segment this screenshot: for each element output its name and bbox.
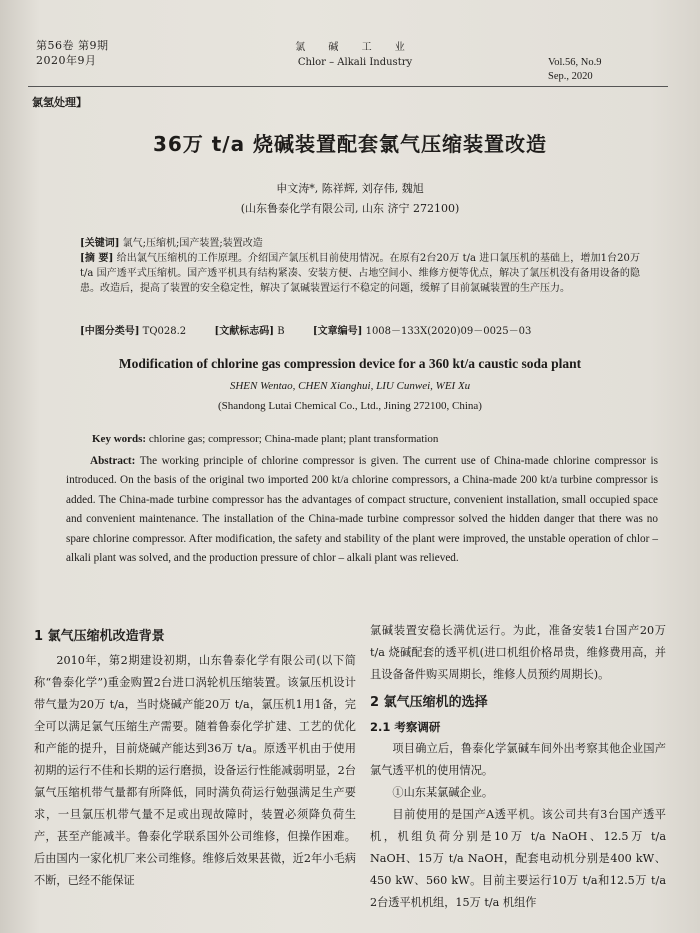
en-keywords-label: Key words: <box>92 433 147 445</box>
header-date-en: Sep., 2020 <box>548 71 593 82</box>
doc-code-label: [文献标志码] <box>214 326 274 337</box>
header-volume-issue: 第56卷 第9期 <box>36 39 109 52</box>
section-2-heading: 2 氯气压缩机的选择 <box>370 695 488 710</box>
section-2-1-paragraph-2: 目前使用的是国产A透平机。该公司共有3台国产透平机，机组负荷分别是10万 t/a NaOH、12.5万 t/a NaOH、15万 t/a NaOH，配套电动机分别是400 kW、450 kW、560 kW。目前主要运行10万 t/a和12.5万 t/a 2台透平机机组，15万 t/a 机组作 <box>370 808 666 909</box>
section-tag: 氯氢处理】 <box>32 96 87 109</box>
section-2-1-item-1: ①山东某氯碱企业。 <box>392 786 494 799</box>
cn-keywords <box>80 236 640 251</box>
body-column-right <box>370 620 666 914</box>
header-volume-issue-en: Vol.56, No.9 <box>548 57 602 68</box>
en-abstract-text: The working principle of chlorine compressor is given. The current use of China-made chlorine compressor is introduced. On the basis of the original two imported 200 kt/a chlorine compressors, a China-made 200 kt/a turbine compressor is added. The China-made turbine compressor has the advantages of compact structure, convenient installation, small occupied space and convenient maintenance. The installation of the China-made turbine compressor solved the hidden danger that there was no spare chlorine compressor. After modification, the safety and stability of the plant were improved, the unstable operation of chlor – alkali plant was solved, and the production pressure of chlor – alkali plant was relieved. <box>66 455 658 565</box>
header-volume-cn <box>36 38 109 68</box>
article-no-label: [文章编号] <box>312 326 363 337</box>
section-1-paragraph-cont: 氯碱装置安稳长满优运行。为此，准备安装1台国产20万 t/a 烧碱配套的透平机(进口机组价格昂贵，维修费用高，并且设备备件购买周期长，维修人员预约周期长)。 <box>370 624 666 681</box>
clc-label: [中图分类号] <box>80 326 140 337</box>
en-abstract-label: Abstract: <box>90 455 136 467</box>
en-abstract <box>66 452 658 568</box>
en-affiliation: (Shandong Lutai Chemical Co., Ltd., Jining 272100, China) <box>218 400 482 412</box>
cn-keywords-label: [关键词] <box>80 238 120 249</box>
doc-code-value: B <box>277 326 285 337</box>
header-journal <box>270 40 440 70</box>
journal-name-en: Chlor – Alkali Industry <box>297 57 413 68</box>
article-affiliation: (山东鲁泰化学有限公司, 山东 济宁 272100) <box>240 202 460 215</box>
article-authors: 申文涛*, 陈祥辉, 刘存伟, 魏旭 <box>276 182 424 195</box>
header-date-cn: 2020年9月 <box>36 54 97 67</box>
section-2-1-heading: 2.1 考察调研 <box>370 720 441 734</box>
en-title: Modification of chlorine gas compression device for a 360 kt/a caustic soda plant <box>118 356 582 371</box>
header-volume-en <box>548 56 601 84</box>
en-keywords-text: chlorine gas; compressor; China-made plant; plant transformation <box>148 433 439 445</box>
section-1-paragraph: 2010年，第2期建设初期，山东鲁泰化学有限公司(以下简称“鲁泰化学”)重金购置2台进口涡轮机压缩装置。该氯压机设计带气量为20万 t/a，当时烧碱产能20万 t/a，氯压机1用1备，完全可以满足氯气压缩生产需要。随着鲁泰化学扩建、工艺的优化和产能的提升，目前烧碱产能达到36万 t/a。原透平机由于使用初期的运行不佳和长期的运行磨损，设备运行性能减弱明显，2台氯气压缩机带气量都有所降低，同时满负荷运行勉强满足生产要求，一旦氯压机带气量不足或出现故障时，装置必须降负荷生产，甚至产能减半。鲁泰化学联系国外公司维修，但操作困难。后由国内一家化机厂来公司维修。维修后效果甚微，近2年小毛病不断，已经不能保证 <box>34 654 356 887</box>
cn-abstract-label: [摘 要] <box>80 253 114 264</box>
en-authors: SHEN Wentao, CHEN Xianghui, LIU Cunwei, WEI Xu <box>229 380 471 392</box>
body-column-left <box>34 620 356 892</box>
cn-abstract-text: 给出氯气压缩机的工作原理。介绍国产氯压机目前使用情况。在原有2台20万 t/a 进口氯压机的基础上，增加1台20万 t/a 国产透平式压缩机。国产透平机具有结构紧凑、安装方便、占地空间小、维修方便等优点，解决了氯压机没有备用设备的隐患。改造后，提高了装置的安全稳定性，解决了氯碱装置运行不稳定的问题，缓解了目前氯碱装置的生产压力。 <box>80 253 640 294</box>
article-no-value: 1008－133X(2020)09－0025－03 <box>365 326 532 337</box>
classification-line <box>80 324 640 339</box>
header-divider <box>28 86 668 87</box>
section-1-heading: 1 氯气压缩机改造背景 <box>34 629 165 644</box>
cn-abstract <box>80 251 640 296</box>
clc-value: TQ028.2 <box>142 326 187 337</box>
en-keywords <box>92 433 652 445</box>
cn-keywords-text: 氯气;压缩机;国产装置;装置改造 <box>122 238 263 249</box>
article-title: 36万 t/a 烧碱装置配套氯气压缩装置改造 <box>152 132 548 156</box>
journal-name-cn: 氯 碱 工 业 <box>295 42 415 53</box>
section-2-1-paragraph: 项目确立后，鲁泰化学氯碱车间外出考察其他企业国产氯气透平机的使用情况。 <box>370 742 666 777</box>
